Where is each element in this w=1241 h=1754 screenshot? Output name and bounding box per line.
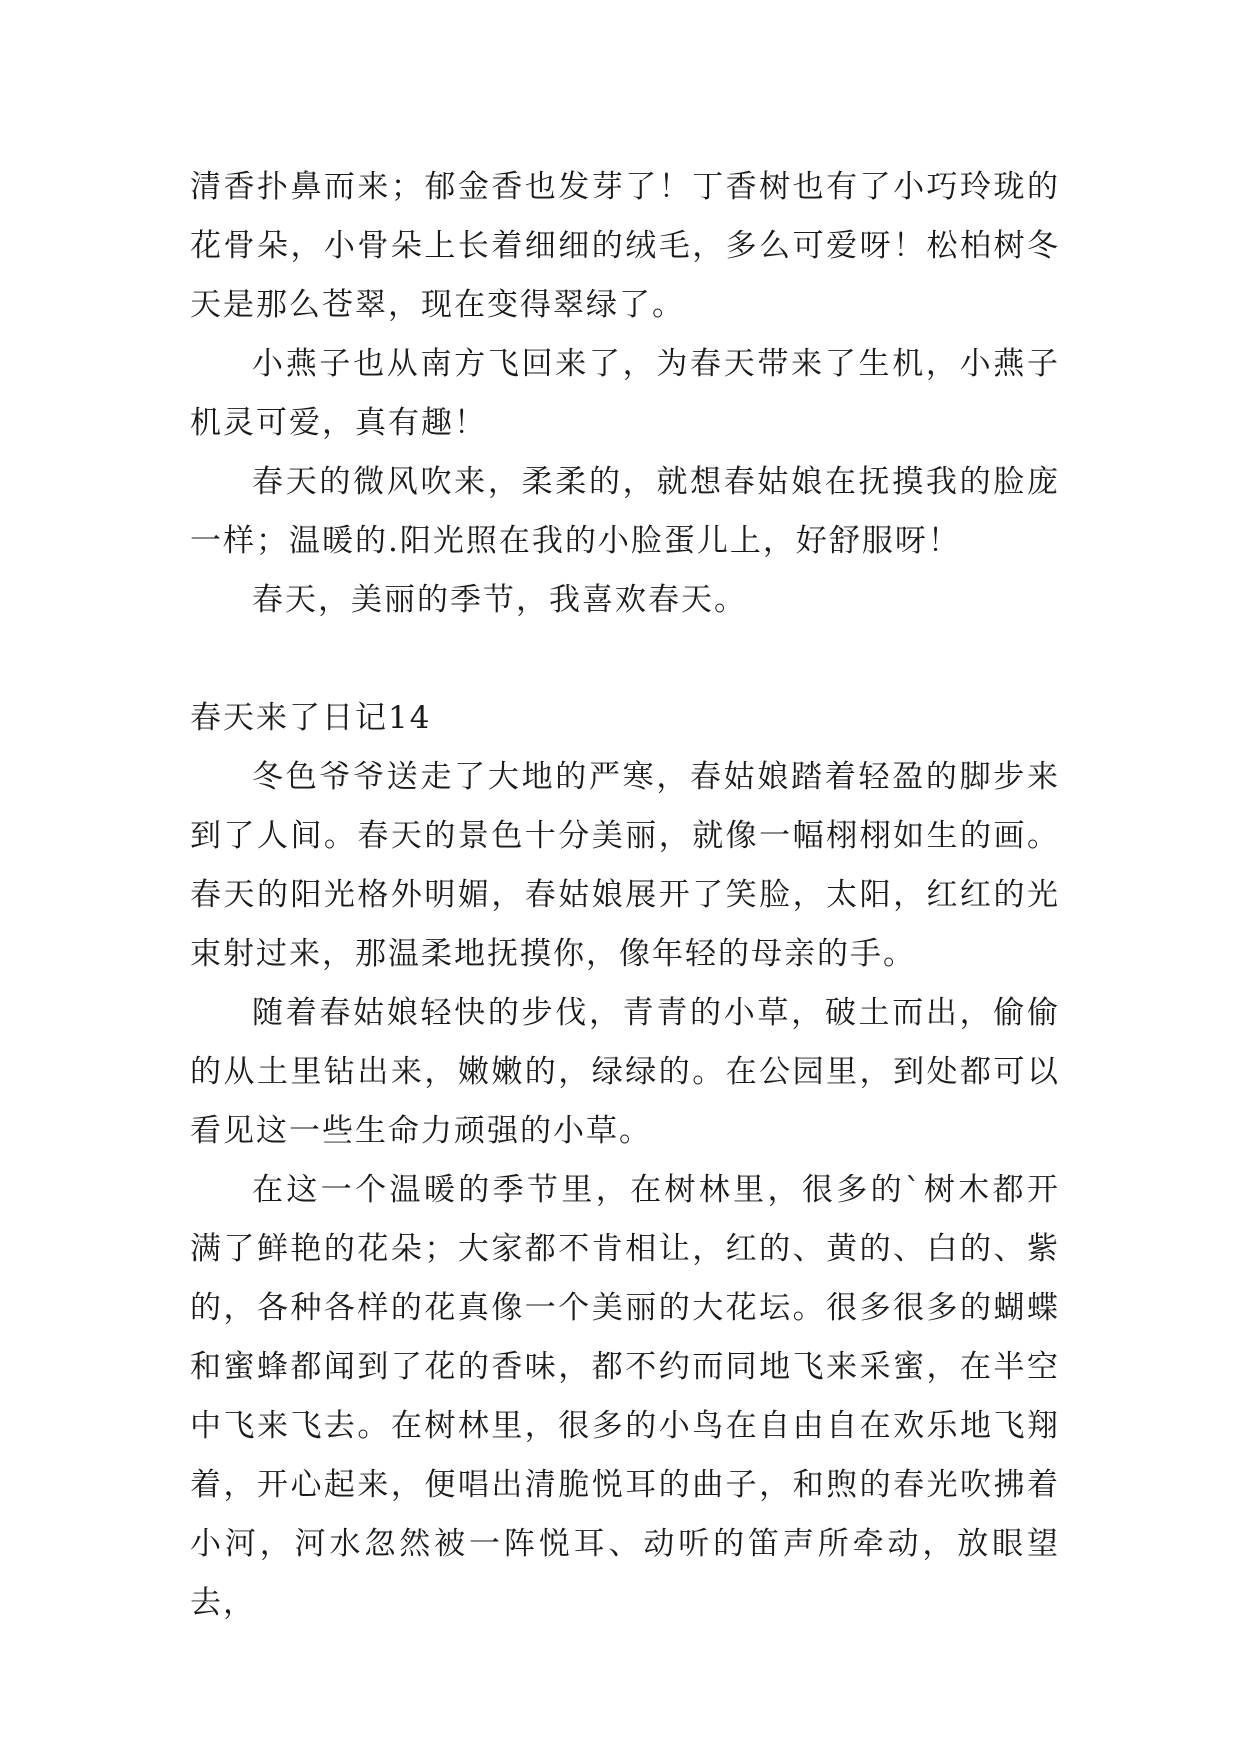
paragraph: 在这一个温暖的季节里，在树林里，很多的`树木都开满了鲜艳的花朵；大家都不肯相让，红的、黄的、白的、紫的，各种各样的花真像一个美丽的大花坛。很多很多的蝴蝶和蜜蜂都闻到了花的香味，都不约而同地飞来采蜜，在半空中飞来飞去。在树林里，很多的小鸟在自由自在欢乐地飞翔着，开心起来，便唱出清脆悦耳的曲子，和煦的春光吹拂着小河，河水忽然被一阵悦耳、动听的笛声所牵动，放眼望去，: [190, 1172, 1060, 1621]
paragraph: 春天，美丽的季节，我喜欢春天。: [252, 582, 747, 618]
paragraph-continuation: 清香扑鼻而来；郁金香也发芽了！丁香树也有了小巧玲珑的花骨朵，小骨朵上长着细细的绒毛，多么可爱呀！松柏树冬天是那么苍翠，现在变得翠绿了。: [190, 169, 1060, 323]
paragraph: 春天的微风吹来，柔柔的，就想春姑娘在抚摸我的脸庞一样；温暖的.阳光照在我的小脸蛋儿上，好舒服呀！: [190, 464, 1060, 559]
section-title: 春天来了日记14: [190, 700, 432, 736]
document-body: [190, 158, 1060, 1633]
paragraph: 冬色爷爷送走了大地的严寒，春姑娘踏着轻盈的脚步来到了人间。春天的景色十分美丽，就像一幅栩栩如生的画。春天的阳光格外明媚，春姑娘展开了笑脸，太阳，红红的光束射过来，那温柔地抚摸你，像年轻的母亲的手。: [190, 759, 1060, 972]
section-gap: [190, 630, 1060, 689]
paragraph: 小燕子也从南方飞回来了，为春天带来了生机，小燕子机灵可爱，真有趣！: [190, 346, 1060, 441]
paragraph: 随着春姑娘轻快的步伐，青青的小草，破土而出，偷偷的从土里钻出来，嫩嫩的，绿绿的。在公园里，到处都可以看见这一些生命力顽强的小草。: [190, 995, 1060, 1149]
